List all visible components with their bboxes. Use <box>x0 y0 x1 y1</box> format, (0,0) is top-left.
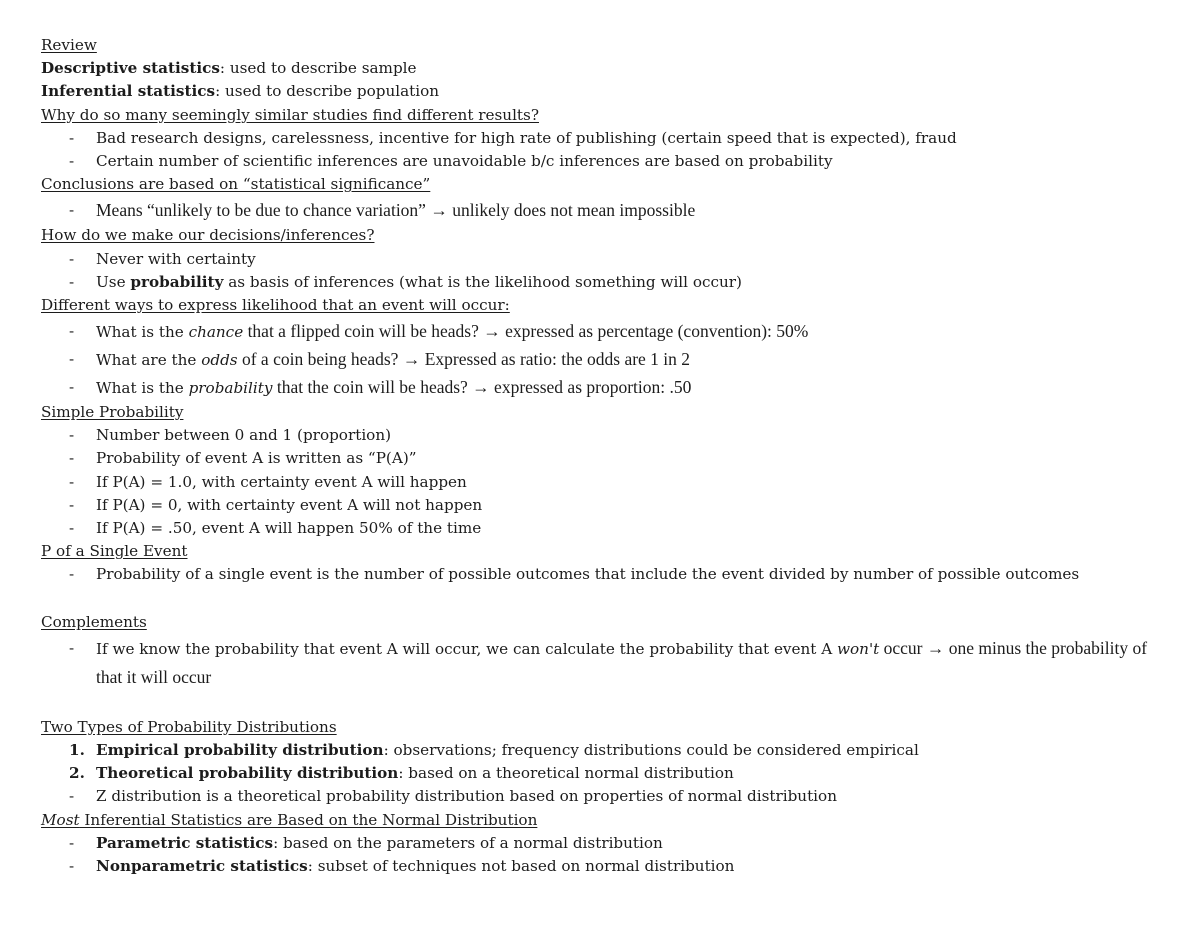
bullet-text: If P(A) = .50, event A will happen 50% of the time <box>96 519 482 537</box>
bullet-dash: - <box>69 322 75 341</box>
bullet-dash: - <box>69 787 75 806</box>
bullet-text-pre: What are the <box>96 351 202 370</box>
bullet-term: Nonparametric statistics <box>96 856 308 875</box>
document-body <box>41 34 1166 878</box>
bullet-item <box>41 471 1166 494</box>
heading-distribution-types: Two Types of Probability Distributions <box>41 717 337 736</box>
bullet-dash: - <box>69 151 75 170</box>
bullet-dash: - <box>69 856 75 875</box>
bullet-text: If P(A) = 1.0, with certainty event A will happen <box>96 472 467 491</box>
bullet-item <box>41 127 1166 150</box>
bullet-item <box>41 832 1166 855</box>
heading-review: Review <box>41 36 97 54</box>
bullet-text-italic: won't <box>837 639 880 658</box>
numbered-item <box>41 739 1166 762</box>
bullet-dash: - <box>69 472 75 491</box>
bullet-def: : subset of techniques not based on normal distribution <box>307 856 735 875</box>
bullet-item <box>41 271 1166 294</box>
bullet-text: Bad research designs, carelessness, incentive for high rate of publishing (certain speed that is expected), fraud <box>96 128 957 147</box>
heading-single-event: P of a Single Event <box>41 542 188 561</box>
bullet-dash: - <box>69 638 75 657</box>
bullet-text-bold: probability <box>130 272 224 291</box>
bullet-text: Number between 0 and 1 (proportion) <box>96 426 392 445</box>
bullet-item <box>41 317 1166 345</box>
bullet-item <box>41 494 1166 517</box>
bullet-dash: - <box>69 378 75 397</box>
inferential-term: Inferential statistics <box>41 82 216 101</box>
bullet-text-post: of a coin being heads? → Expressed as ratio: the odds are 1 in 2 <box>237 349 691 370</box>
bullet-text-post: that the coin will be heads? → expressed as proportion: .50 <box>272 377 692 398</box>
bullet-item <box>41 424 1166 447</box>
item-number: 2. <box>69 764 85 783</box>
bullet-text-pre: Use <box>96 272 131 291</box>
bullet-dash: - <box>69 833 75 852</box>
bullet-text-italic: odds <box>201 351 238 370</box>
item-def: : observations; frequency distributions could be considered empirical <box>383 740 919 759</box>
bullet-text-post: as basis of inferences (what is the likelihood something will occur) <box>223 272 742 291</box>
bullet-item <box>41 150 1166 173</box>
spacer <box>41 587 1166 611</box>
bullet-item <box>41 248 1166 271</box>
bullet-item <box>41 855 1166 878</box>
item-term: Empirical probability distribution <box>96 740 384 759</box>
bullet-item <box>41 785 1166 808</box>
heading-statistical-significance: Conclusions are based on “statistical significance” <box>41 175 431 194</box>
descriptive-statistics-line <box>41 57 1166 80</box>
bullet-text: Probability of event A is written as “P(A)” <box>96 449 417 468</box>
descriptive-def: : used to describe sample <box>219 59 417 78</box>
heading-likelihood: Different ways to express likelihood that an event will occur: <box>41 295 510 314</box>
bullet-dash: - <box>69 565 75 584</box>
item-term: Theoretical probability distribution <box>96 764 399 783</box>
bullet-item <box>41 634 1168 692</box>
bullet-text-pre: If we know the probability that event A will occur, we can calculate the probability that event A <box>96 639 838 658</box>
bullet-text: Probability of a single event is the number of possible outcomes that include the event divided by number of possible outcomes <box>96 565 1080 584</box>
bullet-text: Never with certainty <box>96 249 256 268</box>
heading-italic: Most <box>41 810 80 829</box>
bullet-dash: - <box>69 350 75 369</box>
bullet-text-pre: What is the <box>96 323 189 342</box>
spacer <box>41 692 1166 716</box>
bullet-item <box>41 373 1166 401</box>
bullet-text-italic: chance <box>188 323 244 342</box>
bullet-text-post: that a flipped coin will be heads? → expressed as percentage (convention): 50% <box>243 321 809 342</box>
bullet-text: Z distribution is a theoretical probability distribution based on properties of normal distribution <box>96 787 837 806</box>
bullet-dash: - <box>69 495 75 514</box>
bullet-dash: - <box>69 426 75 445</box>
bullet-item <box>41 196 1166 224</box>
item-def: : based on a theoretical normal distribution <box>398 764 734 783</box>
descriptive-term: Descriptive statistics <box>41 59 220 78</box>
bullet-dash: - <box>69 201 75 220</box>
item-number: 1. <box>69 740 85 759</box>
bullet-text: If P(A) = 0, with certainty event A will not happen <box>96 495 483 514</box>
inferential-statistics-line <box>41 80 1166 103</box>
bullet-text-post: occur → one minus the probability of that it will occur <box>96 637 1148 687</box>
bullet-dash: - <box>69 249 75 268</box>
bullet-item <box>41 517 1166 540</box>
bullet-text: Means “unlikely to be due to chance variation” → unlikely does not mean impossible <box>96 200 696 221</box>
bullet-item <box>41 345 1166 373</box>
heading-simple-probability: Simple Probability <box>41 403 184 422</box>
heading-rest: Inferential Statistics are Based on the Normal Distribution <box>79 810 538 829</box>
bullet-def: : based on the parameters of a normal distribution <box>273 833 663 852</box>
bullet-item <box>41 447 1166 470</box>
bullet-item <box>41 563 1166 586</box>
heading-decisions: How do we make our decisions/inferences? <box>41 226 375 245</box>
bullet-term: Parametric statistics <box>96 833 274 852</box>
bullet-text-pre: What is the <box>96 379 189 398</box>
heading-complements: Complements <box>41 612 147 631</box>
bullet-dash: - <box>69 128 75 147</box>
bullet-text-italic: probability <box>188 379 273 398</box>
numbered-item <box>41 762 1166 785</box>
bullet-dash: - <box>69 449 75 468</box>
heading-why-studies-differ: Why do so many seemingly similar studies find different results? <box>41 105 539 124</box>
bullet-dash: - <box>69 519 75 537</box>
bullet-text: Certain number of scientific inferences are unavoidable b/c inferences are based on probability <box>96 151 833 170</box>
bullet-dash: - <box>69 272 75 291</box>
heading-normal-distribution <box>41 809 1166 832</box>
inferential-def: : used to describe population <box>215 82 440 101</box>
